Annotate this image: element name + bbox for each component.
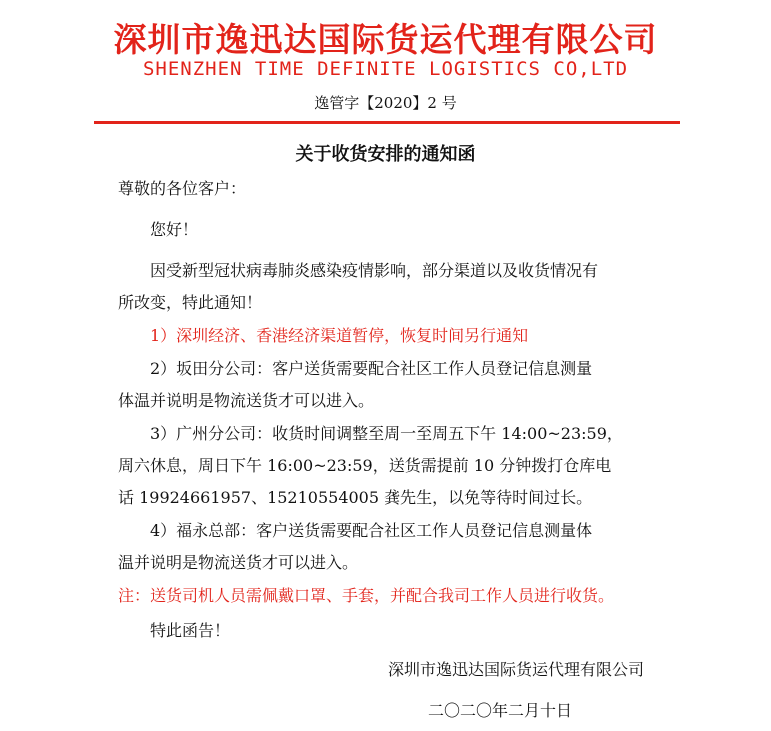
note: 注：送货司机人员需佩戴口罩、手套，并配合我司工作人员进行收货。 (118, 586, 615, 605)
company-name-cn: 深圳市逸迅达国际货运代理有限公司 (113, 20, 658, 59)
item-3-line-1: 3）广州分公司：收货时间调整至周一至周五下午 14:00~23:59， (150, 424, 623, 443)
salutation: 尊敬的各位客户： (118, 179, 247, 198)
closing: 特此函告！ (150, 621, 231, 640)
intro-line-2: 所改变，特此通知！ (118, 293, 263, 312)
letter-date: 二〇二〇年二月十日 (428, 701, 573, 720)
item-2-line-1: 2）坂田分公司：客户送货需要配合社区工作人员登记信息测量 (150, 359, 593, 378)
company-name-en: SHENZHEN TIME DEFINITE LOGISTICS CO,LTD (142, 58, 629, 80)
document-number: 逸管字【2020】2 号 (314, 94, 457, 112)
intro-line-1: 因受新型冠状病毒肺炎感染疫情影响，部分渠道以及收货情况有 (150, 261, 599, 280)
greeting: 您好！ (150, 220, 199, 239)
signature-company: 深圳市逸迅达国际货运代理有限公司 (388, 660, 645, 679)
item-2-line-2: 体温并说明是物流送货才可以进入。 (118, 391, 375, 410)
header-divider (94, 121, 680, 124)
item-4-line-2: 温并说明是物流送货才可以进入。 (118, 553, 359, 572)
item-4-line-1: 4）福永总部：客户送货需要配合社区工作人员登记信息测量体 (150, 521, 593, 540)
item-3-line-2: 周六休息，周日下午 16:00~23:59，送货需提前 10 分钟拨打仓库电 (118, 456, 612, 475)
letter-title: 关于收货安排的通知函 (295, 144, 476, 165)
item-3-line-3: 话 19924661957、15210554005 龚先生，以免等待时间过长。 (118, 488, 593, 507)
item-1: 1）深圳经济、香港经济渠道暂停，恢复时间另行通知 (150, 326, 529, 345)
